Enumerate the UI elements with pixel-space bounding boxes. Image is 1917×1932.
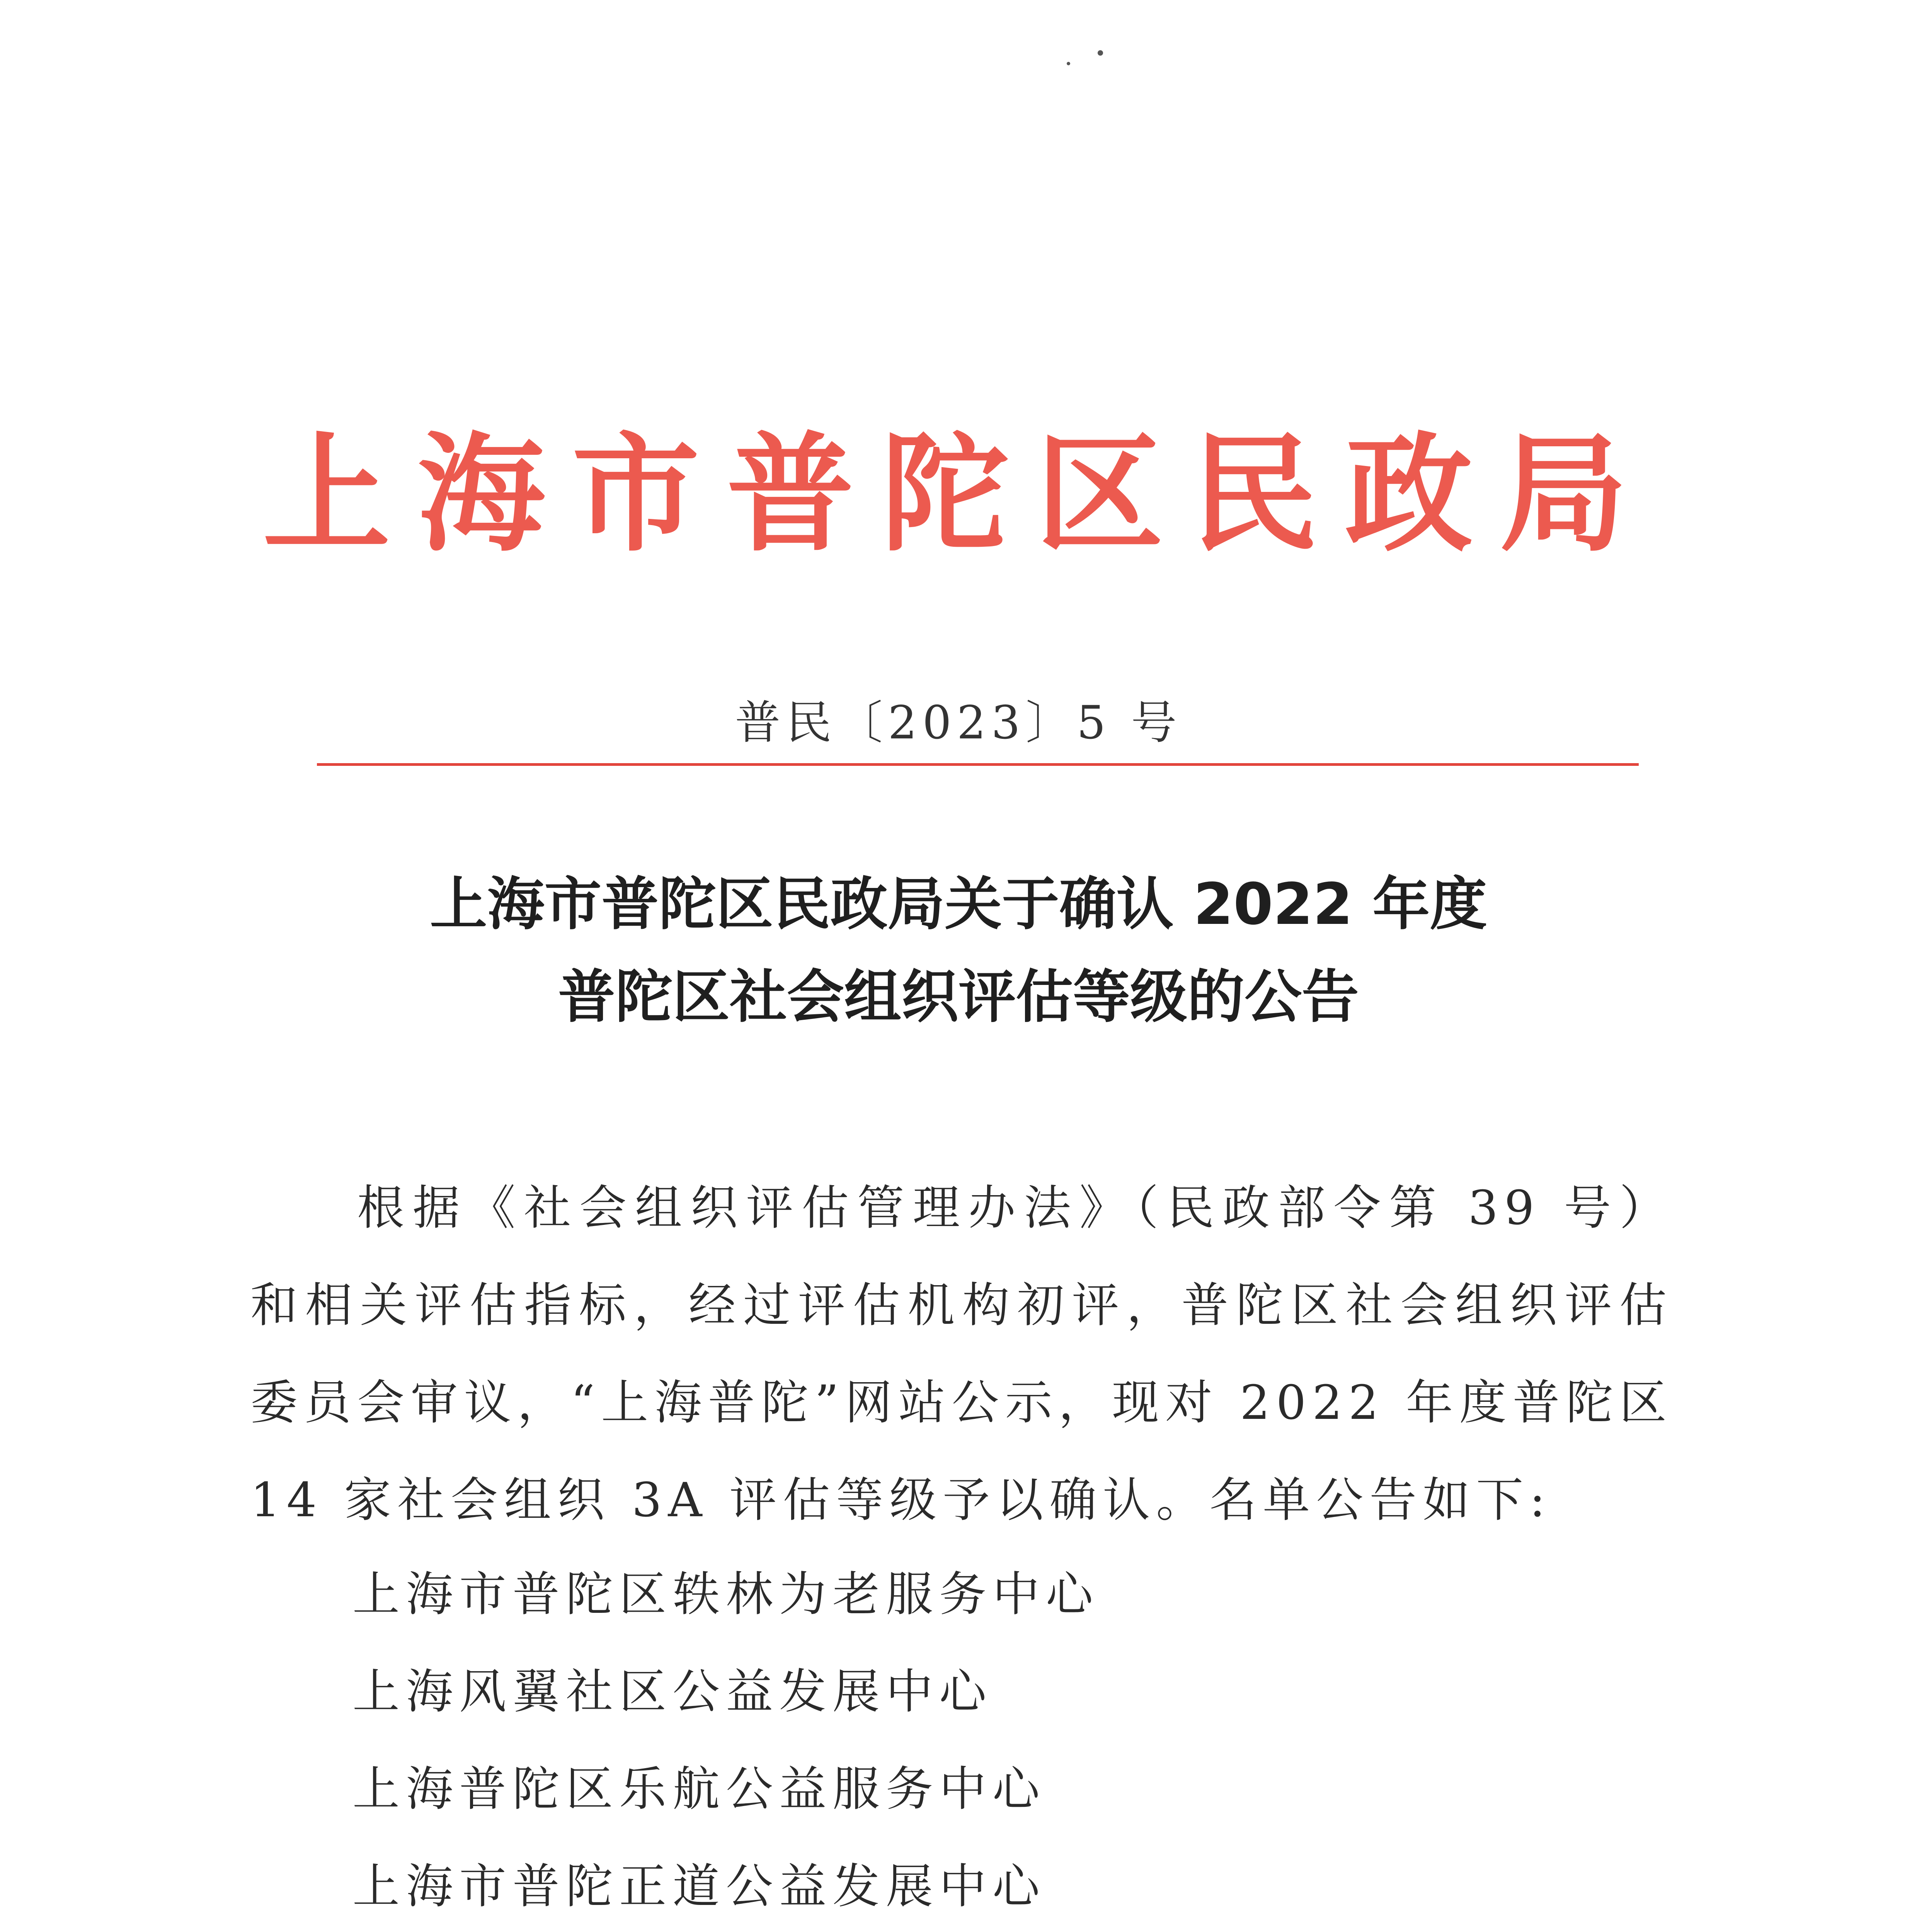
body-paragraph: 根据《社会组织评估管理办法》（民政部令第 39 号）和相关评估指标，经过评估机构初评，普陀区社会组织评估委员会审议，“上海普陀”网站公示，现对 2022 年度普陀区 14 家社会组织 3A 评估等级予以确认。名单公告如下: (250, 1180, 1673, 1527)
document-number: 普民〔2023〕5 号 (735, 696, 1182, 749)
list-item: 上海市普陀正道公益发展中心 (352, 1859, 1046, 1914)
scan-speck (1098, 50, 1103, 56)
list-item: 上海风翼社区公益发展中心 (352, 1664, 993, 1719)
list-item: 上海普陀区乐航公益服务中心 (352, 1762, 1046, 1816)
body-text (250, 1159, 1673, 1549)
scan-speck (1067, 62, 1070, 65)
title-line-2: 普陀区社会组织评估等级的公告 (558, 964, 1359, 1030)
agency-header: 上海市普陀区民政局 (263, 420, 1654, 569)
announcement-title (0, 858, 1917, 1043)
title-line-1: 上海市普陀区民政局关于确认 2022 年度 (430, 871, 1487, 937)
organization-list (352, 1546, 1667, 1932)
list-item: 上海市普陀区轶林为老服务中心 (352, 1567, 1099, 1622)
red-divider-line (317, 763, 1639, 766)
